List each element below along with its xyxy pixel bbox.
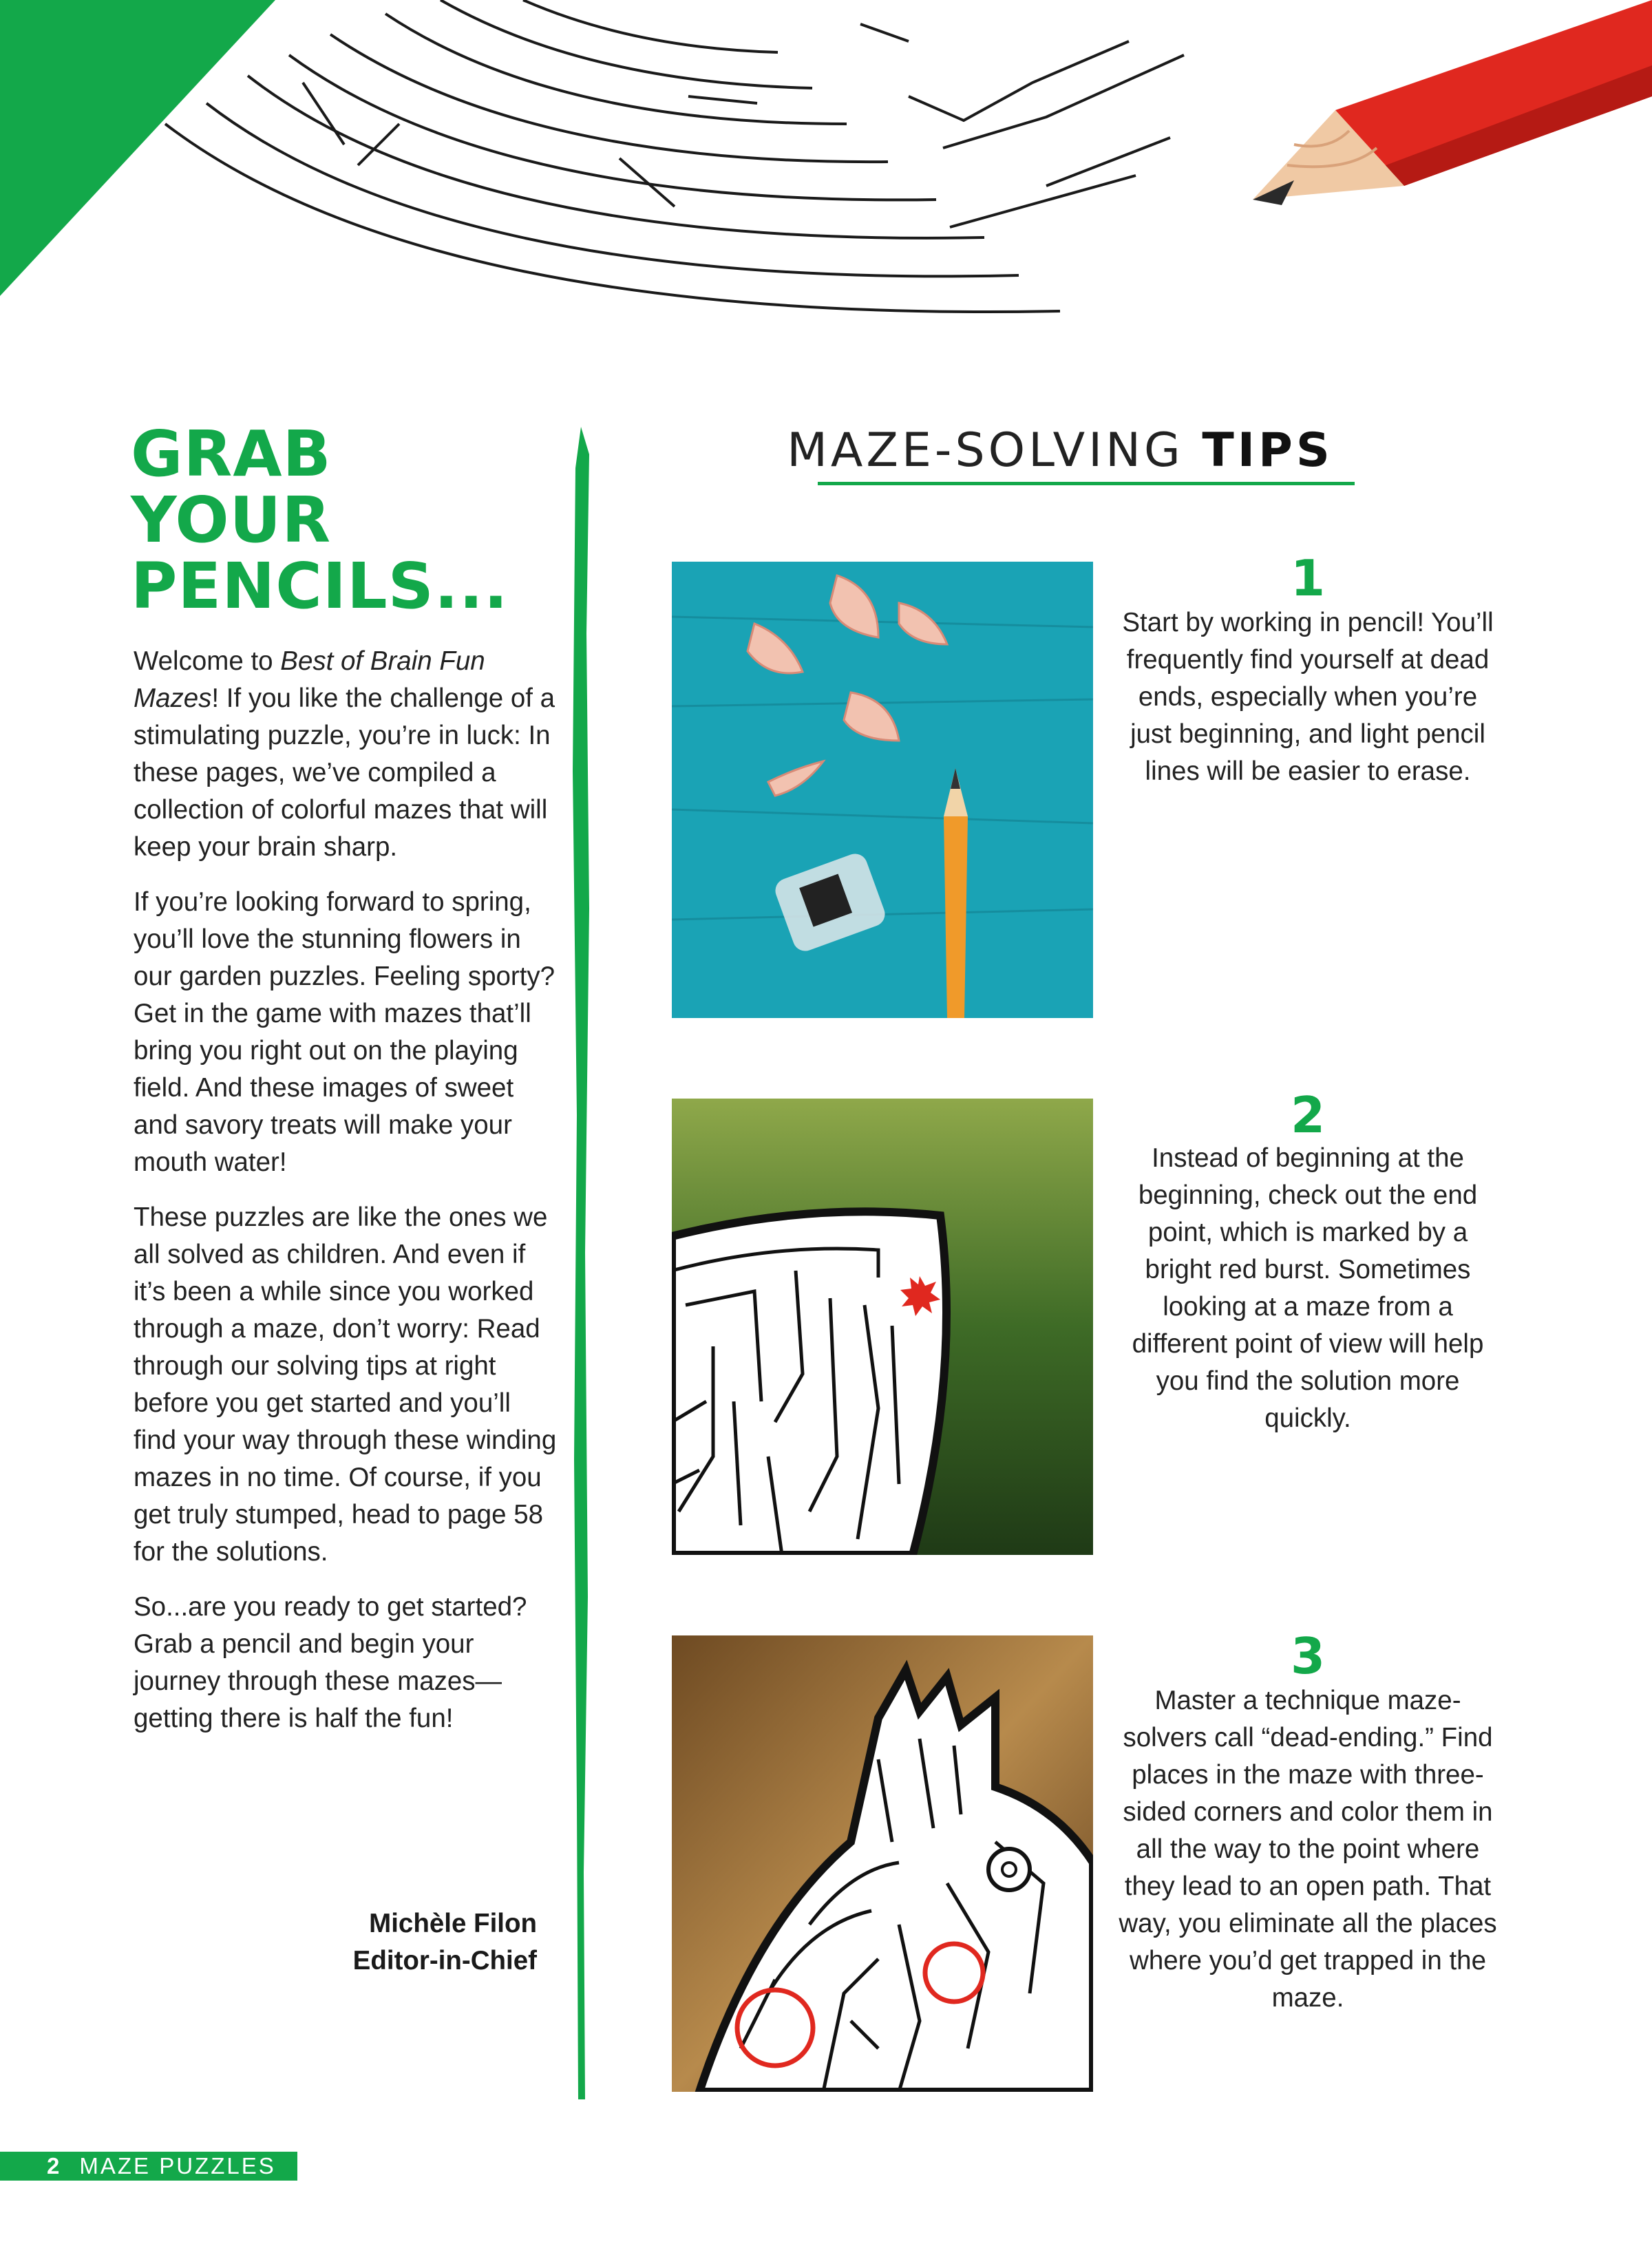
book-title: Best of Brain Fun Mazes [134, 646, 485, 713]
tip-2-photo [672, 1099, 1093, 1555]
tip-2-number: 2 [1290, 1086, 1326, 1144]
signature-block [262, 1905, 537, 1980]
intro-paragraph-1 [134, 643, 560, 866]
eye-icon [988, 1849, 1030, 1890]
header-decoration [0, 0, 1652, 330]
green-corner-triangle [0, 0, 275, 296]
headline-line-2: YOUR [131, 483, 332, 557]
tips-heading-light: MAZE-SOLVING [787, 423, 1203, 478]
editor-name: Michèle Filon [369, 1909, 537, 1938]
intro-paragraph-2: If you’re looking forward to spring, you’ll love the stunning flowers in our garden puzzles. Feeling sporty? Get in the game with mazes that’ll bring you right out on the playing field. And these images of sweet and savory treats will make your mouth water! [134, 887, 555, 1177]
page-footer [0, 2152, 297, 2181]
intro-p1-start: Welcome to [134, 646, 281, 676]
section-name: MAZE PUZZLES [79, 2153, 276, 2179]
tip-1-text: Start by working in pencil! You’ll frequently find yourself at dead ends, especially when you’re just beginning, and light pencil lines will be easier to erase. [1122, 608, 1494, 786]
headline-line-1: GRAB [131, 417, 332, 491]
tip-3-photo [672, 1635, 1093, 2092]
tips-heading-underline [818, 482, 1355, 485]
page-title [131, 417, 558, 623]
maze-arcs-decoration [165, 0, 1184, 312]
editor-role: Editor-in-Chief [352, 1946, 537, 1975]
intro-paragraph-4: So...are you ready to get started? Grab a pencil and begin your journey through these mazes—getting there is half the fun! [134, 1592, 527, 1733]
intro-p1-end: ! If you like the challenge of a stimulating puzzle, you’re in luck: In these pages, we’ve compiled a collection of colorful mazes that will keep your brain sharp. [134, 684, 555, 862]
intro-text [134, 643, 560, 1755]
tips-heading [757, 421, 1363, 480]
intro-paragraph-3: These puzzles are like the ones we all solved as children. And even if it’s been a while since you worked through a maze, don’t worry: Read through our solving tips at right before you get started and you’ll find your way through these winding mazes in no time. Of course, if you get truly stumped, head to page 58 for the solutions. [134, 1203, 557, 1567]
tip-1-number: 1 [1290, 549, 1326, 607]
pencil-photo-icon [944, 768, 968, 1018]
tip-2-text: Instead of beginning at the beginning, check out the end point, which is marked by a bright red burst. Sometimes looking at a maze from a different point of view will help you find the solution more quickly. [1132, 1143, 1484, 1433]
brush-divider [569, 427, 596, 2099]
tip-3-text: Master a technique maze-solvers call “dead-ending.” Find places in the maze with three-sided corners and color them in all the way to the point where they lead to an open path. That way, you eliminate all the places where you’d get trapped in the maze. [1119, 1686, 1497, 2013]
tip-1-photo [672, 562, 1093, 1018]
tip-3-number: 3 [1290, 1627, 1326, 1685]
pencil-icon [1253, 0, 1652, 205]
headline-line-3: PENCILS... [131, 549, 509, 623]
page-number: 2 [47, 2153, 62, 2179]
tips-heading-bold: TIPS [1202, 423, 1333, 478]
